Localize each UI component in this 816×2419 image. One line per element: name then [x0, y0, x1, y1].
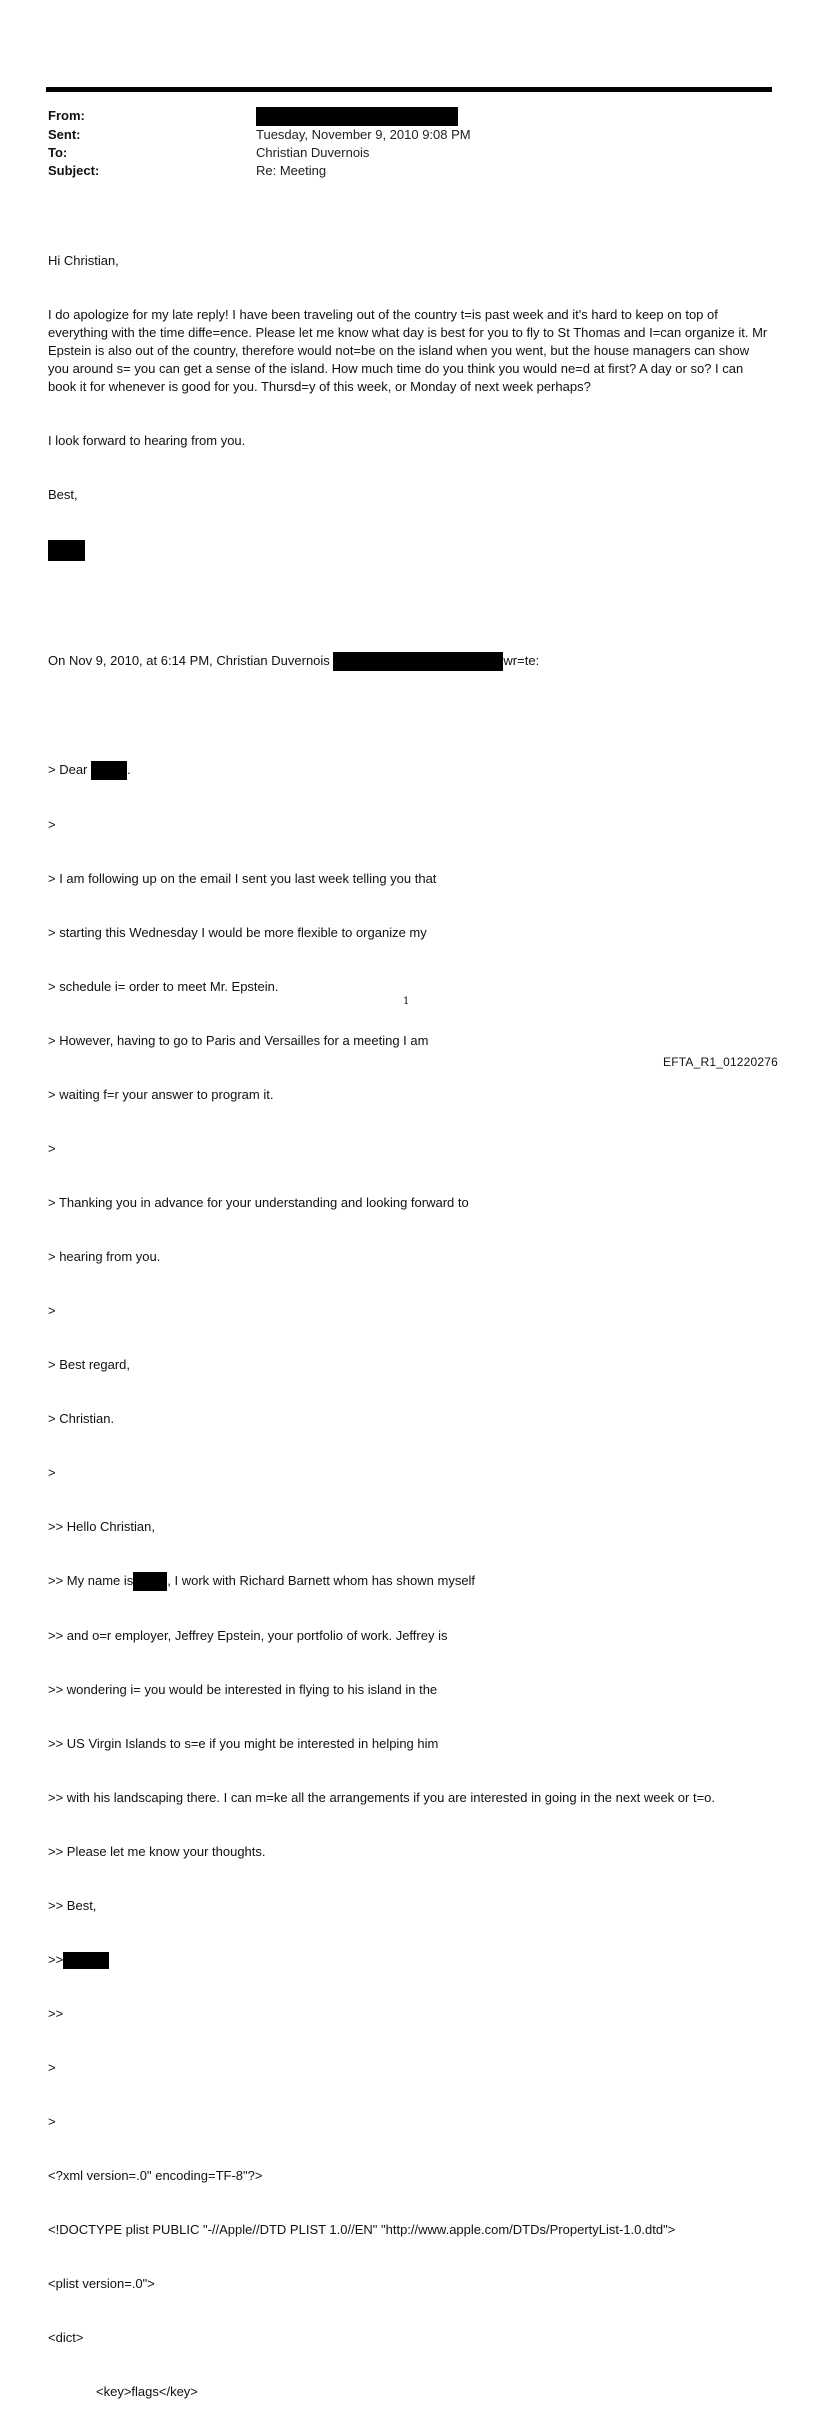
double-quoted-line: >> US Virgin Islands to s=e if you might be interested in helping him [48, 1736, 439, 1752]
double-quoted-line: >> Please let me know your thoughts. [48, 1844, 266, 1860]
sent-value: Tuesday, November 9, 2010 9:08 PM [256, 127, 471, 142]
quoted-line: > [48, 1303, 56, 1319]
subject-value: Re: Meeting [256, 163, 327, 178]
double-quoted-line: >> [48, 2006, 64, 2022]
to-value: Christian Duvernois [256, 145, 370, 160]
double-quoted-line: >> and o=r employer, Jeffrey Epstein, your portfolio of work. Jeffrey is [48, 1628, 448, 1644]
quoted-line: > [48, 2114, 56, 2130]
closing-line: I look forward to hearing from you. [48, 433, 246, 448]
quoted-line: > [48, 1465, 56, 1481]
quote-intro-end: wr=te: [503, 653, 540, 668]
redaction-box [333, 652, 503, 671]
double-quoted-line: >> wondering i= you would be interested in flying to his island in the [48, 1682, 438, 1698]
double-quoted-line: >> My name is , I work with Richard Barnett whom has shown myself [48, 1572, 768, 1591]
subject-label: Subject: [48, 163, 100, 178]
quote-intro-text: On Nov 9, 2010, at 6:14 PM, Christian Duvernois [48, 653, 334, 668]
redaction-box [63, 1952, 109, 1969]
sign-off: Best, [48, 487, 78, 502]
from-value [256, 107, 458, 126]
redaction-box [48, 540, 85, 561]
double-quoted-line: >> [48, 1951, 768, 1969]
email-body [48, 216, 768, 2419]
quoted-line: > Best regard, [48, 1357, 131, 1373]
to-label: To: [48, 145, 68, 160]
greeting: Hi Christian, [48, 253, 119, 268]
quoted-line: > However, having to go to Paris and Versailles for a meeting I am [48, 1033, 429, 1049]
double-quoted-line: >> Hello Christian, [48, 1519, 155, 1535]
quoted-line: > Christian. [48, 1411, 115, 1427]
from-label: From: [48, 108, 85, 123]
message-paragraph: I do apologize for my late reply! I have been traveling out of the country t=is past week and it's hard to keep on top of everything with the time diffe=ence. Please let me know what day is best for you to fly to St Thomas and I=can organize it. Mr Epstein is also out of the country, therefore would not=be on the island when you went, but the house managers can show you around s= you can get a sense of the island. How much time do you think you would ne=d at first? A day or so? I can book it for whenever is good for you. Thursd=y of this week, or Monday of next week perhaps? [48, 307, 768, 394]
quoted-line: > starting this Wednesday I would be more flexible to organize my [48, 925, 427, 941]
quoted-line: > [48, 817, 56, 833]
quoted-line: > [48, 2060, 56, 2076]
redaction-box [91, 761, 127, 780]
sent-label: Sent: [48, 127, 81, 142]
quoted-line: > Dear . [48, 761, 768, 780]
quote-intro [48, 652, 768, 671]
quoted-line: > hearing from you. [48, 1249, 161, 1265]
xml-line: <?xml version=.0" encoding=TF-8"?> [48, 2168, 263, 2184]
redaction-box [256, 107, 458, 126]
page-number: 1 [403, 996, 410, 1007]
xml-line: <plist version=.0"> [48, 2276, 155, 2292]
header-rule [46, 87, 772, 92]
document-id: EFTA_R1_01220276 [663, 1055, 779, 1069]
signature-redaction [48, 540, 768, 562]
double-quoted-line: >> with his landscaping there. I can m=ke all the arrangements if you are interested in going in the next week or t=o. [48, 1790, 715, 1806]
quoted-line: > schedule i= order to meet Mr. Epstein. [48, 979, 279, 995]
quoted-line: > Thanking you in advance for your understanding and looking forward to [48, 1195, 469, 1211]
double-quoted-line: >> Best, [48, 1898, 97, 1914]
quoted-line: > I am following up on the email I sent you last week telling you that [48, 871, 437, 887]
xml-line: <!DOCTYPE plist PUBLIC "-//Apple//DTD PLIST 1.0//EN" "http://www.apple.com/DTDs/PropertyList-1.0.dtd"> [48, 2222, 676, 2238]
xml-line: <dict> [48, 2330, 84, 2346]
quoted-line: > [48, 1141, 56, 1157]
redaction-box [133, 1572, 167, 1591]
quoted-line: > waiting f=r your answer to program it. [48, 1087, 274, 1103]
xml-line: <key>flags</key> [96, 2384, 198, 2400]
